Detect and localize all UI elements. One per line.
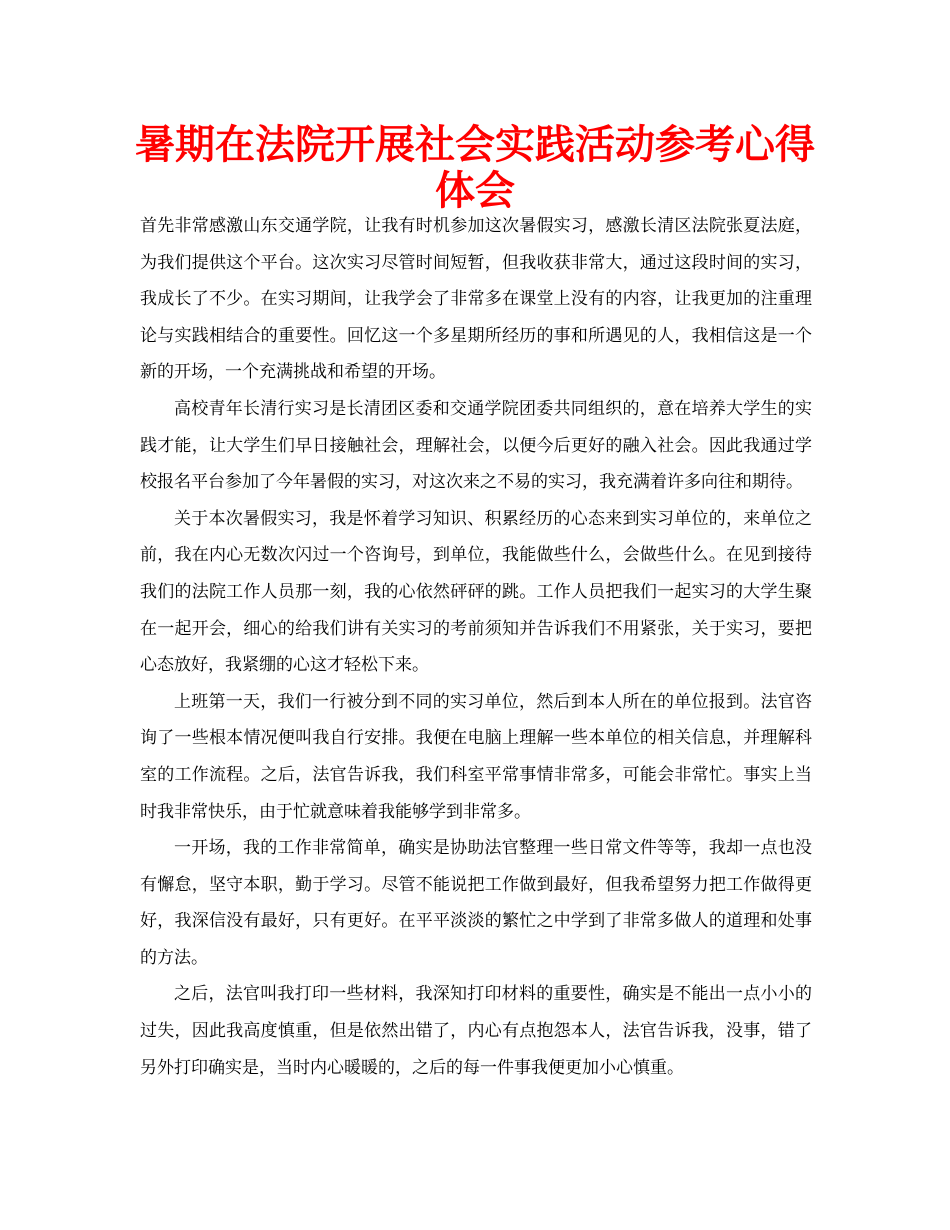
paragraph-5: 一开场，我的工作非常简单，确实是协助法官整理一些日常文件等等，我却一点也没有懈怠，坚守本职，勤于学习。尽管不能说把工作做到最好，但我希望努力把工作做得更好，我深信没有最好，只有更好。在平平淡淡的繁忙之中学到了非常多做人的道理和处事的方法。 — [140, 838, 812, 968]
paragraph-2: 高校青年长清行实习是长清团区委和交通学院团委共同组织的，意在培养大学生的实践才能，让大学生们早日接触社会，理解社会，以便今后更好的融入社会。因此我通过学校报名平台参加了今年暑假的实习，对这次来之不易的实习，我充满着许多向往和期待。 — [140, 398, 812, 493]
paragraph-1: 首先非常感激山东交通学院，让我有时机参加这次暑假实习，感激长清区法院张夏法庭，为我们提供这个平台。这次实习尽管时间短暂，但我收获非常大，通过这段时间的实习，我成长了不少。在实习期间，让我学会了非常多在课堂上没有的内容，让我更加的注重理论与实践相结合的重要性。回忆这一个多星期所经历的事和所遇见的人，我相信这是一个新的开场，一个充满挑战和希望的开场。 — [140, 216, 812, 383]
paragraph-3: 关于本次暑假实习，我是怀着学习知识、积累经历的心态来到实习单位的，来单位之前，我在内心无数次闪过一个咨询号，到单位，我能做些什么，会做些什么。在见到接待我们的法院工作人员那一刻，我的心依然砰砰的跳。工作人员把我们一起实习的大学生聚在一起开会，细心的给我们讲有关实习的考前须知并告诉我们不用紧张，关于实习，要把心态放好，我紧绷的心这才轻松下来。 — [140, 508, 812, 676]
document-body — [140, 208, 812, 1086]
paragraph-4: 上班第一天，我们一行被分到不同的实习单位，然后到本人所在的单位报到。法官咨询了一些根本情况便叫我自行安排。我便在电脑上理解一些本单位的相关信息，并理解科室的工作流程。之后，法官告诉我，我们科室平常事情非常多，可能会非常忙。事实上当时我非常快乐，由于忙就意味着我能够学到非常多。 — [140, 691, 812, 822]
paragraph-6: 之后，法官叫我打印一些材料，我深知打印材料的重要性，确实是不能出一点小小的过失，因此我高度慎重，但是依然出错了，内心有点抱怨本人，法官告诉我，没事，错了另外打印确实是，当时内心暖暖的，之后的每一件事我便更加小心慎重。 — [140, 984, 812, 1078]
document-title: 暑期在法院开展社会实践活动参考心得体会 — [135, 122, 815, 214]
